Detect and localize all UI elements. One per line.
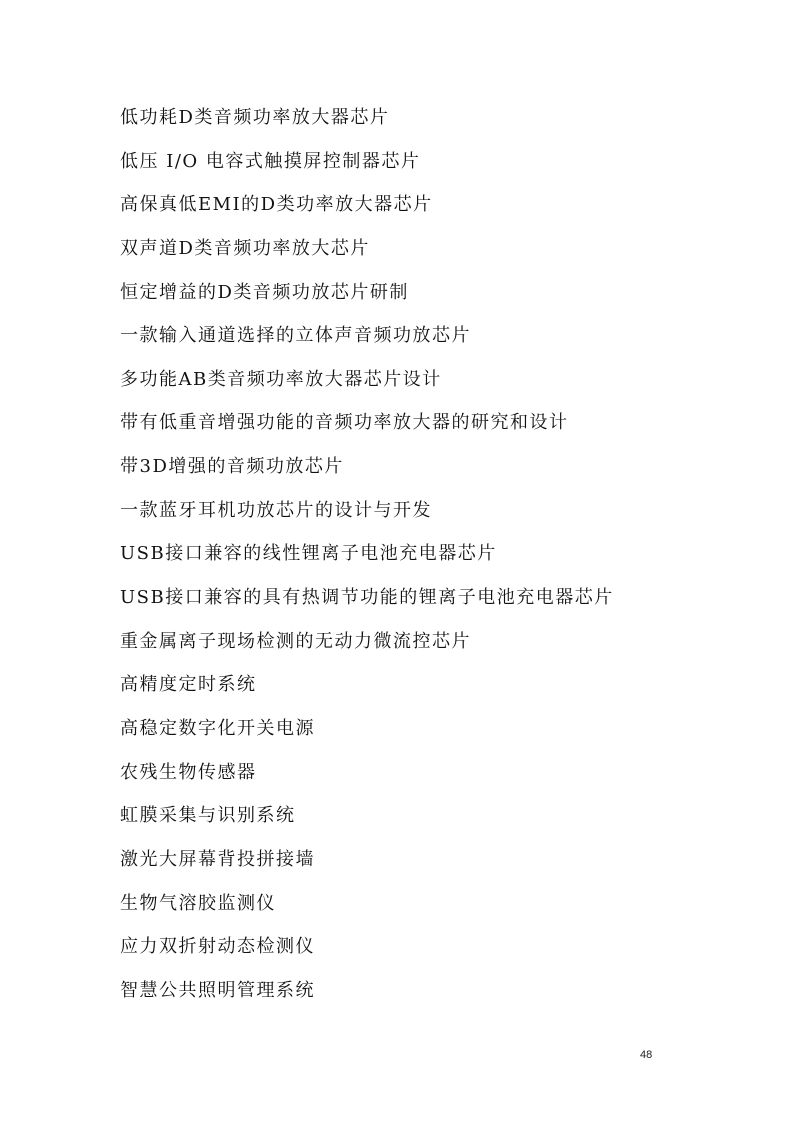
page-number: 48 (640, 1049, 653, 1061)
list-item: 生物气溶胶监测仪 (120, 892, 276, 914)
list-item: 高精度定时系统 (120, 674, 257, 696)
list-item: 重金属离子现场检测的无动力微流控芯片 (120, 630, 471, 652)
list-item: 虹膜采集与识别系统 (120, 805, 296, 827)
list-item: 应力双折射动态检测仪 (120, 936, 315, 958)
list-item: 激光大屏幕背投拼接墙 (120, 848, 315, 870)
list-item: 农残生物传感器 (120, 761, 257, 783)
list-item: 高稳定数字化开关电源 (120, 717, 315, 739)
list-item: 一款输入通道选择的立体声音频功放芯片 (120, 325, 471, 347)
list-item: 低功耗D类音频功率放大器芯片 (120, 107, 390, 128)
list-item: USB接口兼容的线性锂离子电池充电器芯片 (120, 543, 497, 565)
list-item: 高保真低EMI的D类功率放大器芯片 (120, 194, 433, 216)
list-item: 低压 I/O 电容式触摸屏控制器芯片 (120, 150, 421, 172)
list-item: USB接口兼容的具有热调节功能的锂离子电池充电器芯片 (120, 587, 614, 609)
list-item: 带3D增强的音频功放芯片 (120, 456, 344, 478)
project-list (120, 101, 614, 1017)
list-item: 智慧公共照明管理系统 (120, 979, 315, 1001)
list-item: 一款蓝牙耳机功放芯片的设计与开发 (120, 499, 432, 521)
list-item: 双声道D类音频功率放大芯片 (120, 237, 370, 259)
list-item: 多功能AB类音频功率放大器芯片设计 (120, 368, 442, 390)
list-item: 带有低重音增强功能的音频功率放大器的研究和设计 (120, 412, 569, 434)
list-item: 恒定增益的D类音频功放芯片研制 (120, 281, 409, 303)
